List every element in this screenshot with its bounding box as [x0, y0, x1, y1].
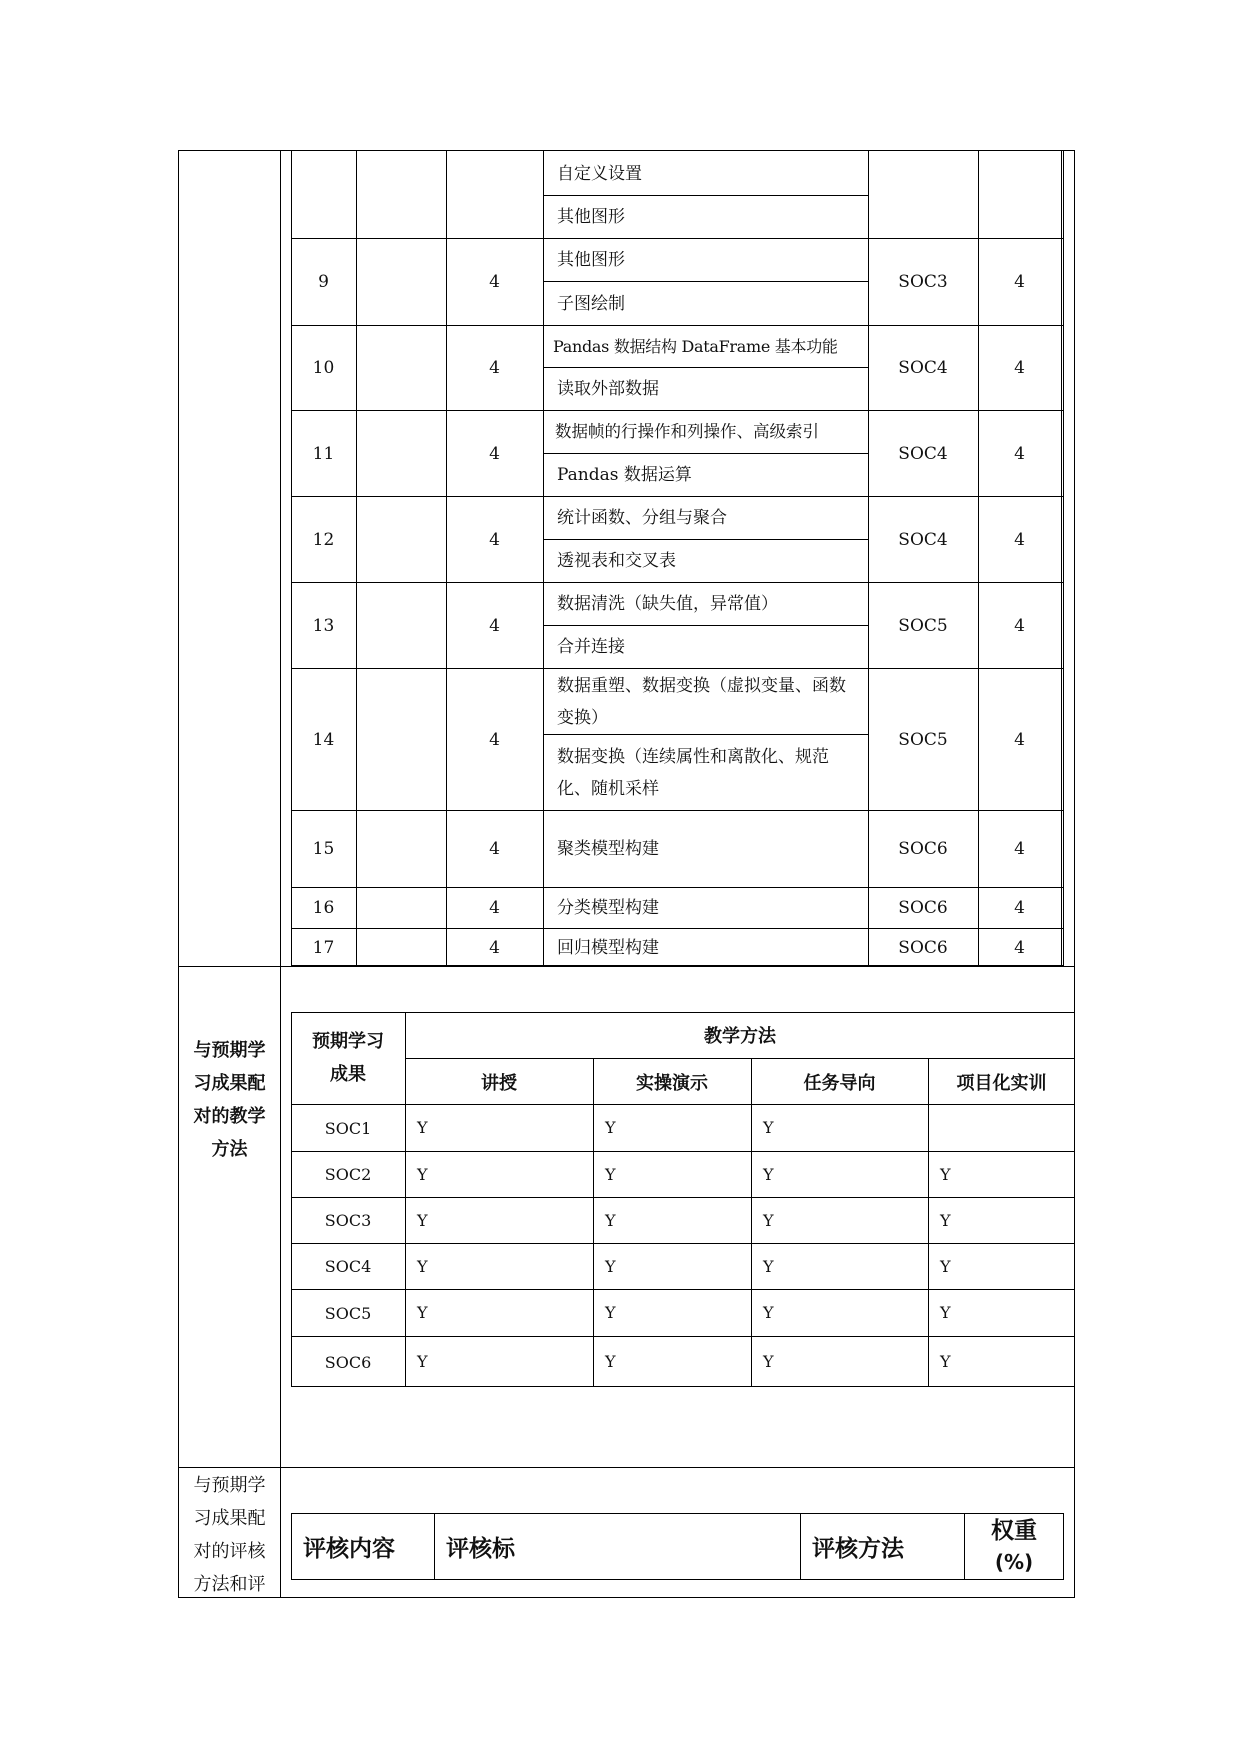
methods-section-label: [182, 1034, 277, 1166]
weight-cell: 4: [1014, 898, 1025, 918]
outcome-cell: SOC6: [898, 898, 948, 918]
outcome-header-line: 预期学习: [312, 1031, 384, 1052]
methods-mark-cell: Y: [940, 1352, 951, 1371]
weight-header-line: 权重: [991, 1517, 1037, 1544]
hours-cell: 4: [489, 529, 500, 550]
methods-outcome-header: [291, 1012, 405, 1104]
methods-mark-cell: Y: [417, 1164, 428, 1184]
methods-mark-cell: Y: [605, 1352, 616, 1371]
methods-mark-cell: Y: [763, 1303, 774, 1322]
methods-mark-cell: Y: [605, 1164, 616, 1184]
methods-mark-cell: Y: [940, 1256, 951, 1276]
methods-label-line: 与预期学: [193, 1040, 266, 1061]
weight-cell: 4: [1014, 272, 1025, 292]
methods-mark-cell: Y: [417, 1210, 428, 1230]
weight-cell: 4: [1014, 443, 1025, 464]
hours-cell: 4: [489, 729, 500, 750]
assessment-criteria-header: 评核标: [446, 1536, 515, 1562]
methods-col-header: 任务导向: [803, 1072, 876, 1094]
methods-soc-cell: SOC4: [324, 1257, 372, 1276]
methods-mark-cell: Y: [417, 1303, 428, 1322]
week-cell: 17: [312, 937, 335, 958]
topic-cell: 其他图形: [557, 207, 625, 227]
week-cell: 11: [312, 443, 335, 464]
outcome-cell: SOC5: [898, 615, 948, 636]
topic-cell: 聚类模型构建: [557, 839, 659, 859]
hours-cell: 4: [489, 615, 500, 636]
outcome-cell: SOC4: [898, 529, 948, 550]
weight-cell: 4: [1014, 937, 1025, 958]
weight-cell: 4: [1014, 615, 1025, 636]
topic-cell: 读取外部数据: [557, 379, 659, 399]
methods-mark-cell: Y: [763, 1210, 774, 1230]
outcome-header-line: 成果: [330, 1064, 366, 1085]
hours-cell: 4: [489, 443, 500, 464]
methods-col-header: 实操演示: [636, 1072, 708, 1094]
methods-mark-cell: Y: [940, 1210, 951, 1230]
topic-cell: 分类模型构建: [557, 898, 659, 918]
methods-mark-cell: Y: [763, 1352, 774, 1371]
methods-group-header: 教学方法: [704, 1026, 776, 1047]
topic-cell: 自定义设置: [557, 163, 642, 184]
methods-mark-cell: Y: [605, 1303, 616, 1322]
schedule-col-divider: [356, 150, 357, 966]
hours-cell: 4: [489, 358, 500, 378]
methods-mark-cell: Y: [940, 1164, 951, 1184]
topic-cell: 回归模型构建: [557, 937, 659, 958]
assessment-label-line: 方法和评: [193, 1574, 266, 1595]
methods-soc-cell: SOC3: [324, 1211, 372, 1230]
hours-cell: 4: [489, 898, 500, 918]
assessment-content-header: 评核内容: [303, 1536, 395, 1562]
week-cell: 16: [312, 898, 335, 918]
methods-label-line: 方法: [211, 1139, 248, 1160]
methods-mark-cell: Y: [417, 1256, 428, 1276]
methods-label-line: 对的教学: [193, 1106, 266, 1127]
methods-mark-cell: Y: [763, 1256, 774, 1276]
methods-mark-cell: Y: [605, 1118, 616, 1137]
topic-cell: 数据帧的行操作和列操作、高级索引: [555, 422, 819, 441]
weight-cell: 4: [1014, 839, 1025, 859]
hours-cell: 4: [489, 937, 500, 958]
section-divider-2: [178, 1467, 1075, 1468]
topic-cell: 透视表和交叉表: [557, 551, 676, 571]
label-column-divider: [280, 150, 281, 1598]
weight-cell: 4: [1014, 729, 1025, 750]
methods-label-line: 习成果配: [193, 1073, 266, 1094]
outcome-cell: SOC6: [898, 839, 948, 859]
weight-cell: 4: [1014, 358, 1025, 378]
assessment-weight-header: [964, 1513, 1064, 1580]
methods-soc-cell: SOC1: [324, 1118, 372, 1138]
topic-cell: 合并连接: [557, 637, 625, 657]
methods-mark-cell: Y: [763, 1118, 774, 1137]
schedule-col-divider: [1061, 150, 1062, 966]
week-cell: 10: [312, 358, 335, 378]
methods-soc-cell: SOC6: [324, 1352, 372, 1372]
week-cell: 15: [312, 839, 335, 859]
assessment-label-line: 与预期学: [193, 1475, 266, 1496]
methods-mark-cell: [928, 1105, 1075, 1151]
hours-cell: 4: [489, 839, 500, 859]
weight-cell: 4: [1014, 529, 1025, 550]
topic-cell: 数据变换（连续属性和离散化、规范化、随机采样: [557, 746, 829, 799]
topic-cell: Pandas 数据运算: [557, 465, 692, 485]
assessment-label-line: 对的评核: [193, 1541, 266, 1562]
methods-col-header: 讲授: [481, 1072, 517, 1094]
methods-mark-cell: Y: [417, 1118, 428, 1137]
assessment-method-header: 评核方法: [812, 1536, 904, 1562]
methods-mark-cell: Y: [605, 1210, 616, 1230]
assessment-label-line: 习成果配: [193, 1508, 266, 1529]
methods-mark-cell: Y: [940, 1303, 951, 1322]
topic-cell: Pandas 数据结构 DataFrame 基本功能: [553, 336, 838, 356]
outcome-cell: SOC6: [898, 937, 948, 958]
weight-header-line: (%): [994, 1549, 1034, 1574]
outcome-cell: SOC4: [898, 443, 948, 464]
topic-cell: 子图绘制: [557, 293, 625, 314]
assessment-section-label: [182, 1469, 277, 1601]
methods-mark-cell: Y: [417, 1352, 428, 1371]
section-divider-1: [178, 966, 1075, 967]
topic-cell: 数据清洗（缺失值，异常值）: [557, 594, 778, 614]
outcome-cell: SOC3: [898, 272, 948, 292]
hours-cell: 4: [489, 272, 500, 292]
methods-mark-cell: Y: [605, 1256, 616, 1276]
topic-cell: 统计函数、分组与聚合: [557, 508, 727, 528]
methods-soc-cell: SOC2: [324, 1165, 372, 1184]
week-cell: 9: [318, 272, 329, 292]
week-cell: 14: [312, 729, 335, 750]
outcome-cell: SOC4: [898, 358, 948, 378]
methods-mark-cell: Y: [763, 1164, 774, 1184]
outcome-cell: SOC5: [898, 729, 948, 750]
methods-col-header: 项目化实训: [956, 1072, 1047, 1094]
topic-cell: 其他图形: [557, 250, 625, 270]
topic-cell: 数据重塑、数据变换（虚拟变量、函数变换）: [557, 675, 846, 728]
methods-soc-cell: SOC5: [324, 1303, 372, 1323]
week-cell: 13: [312, 615, 335, 636]
week-cell: 12: [312, 529, 335, 550]
